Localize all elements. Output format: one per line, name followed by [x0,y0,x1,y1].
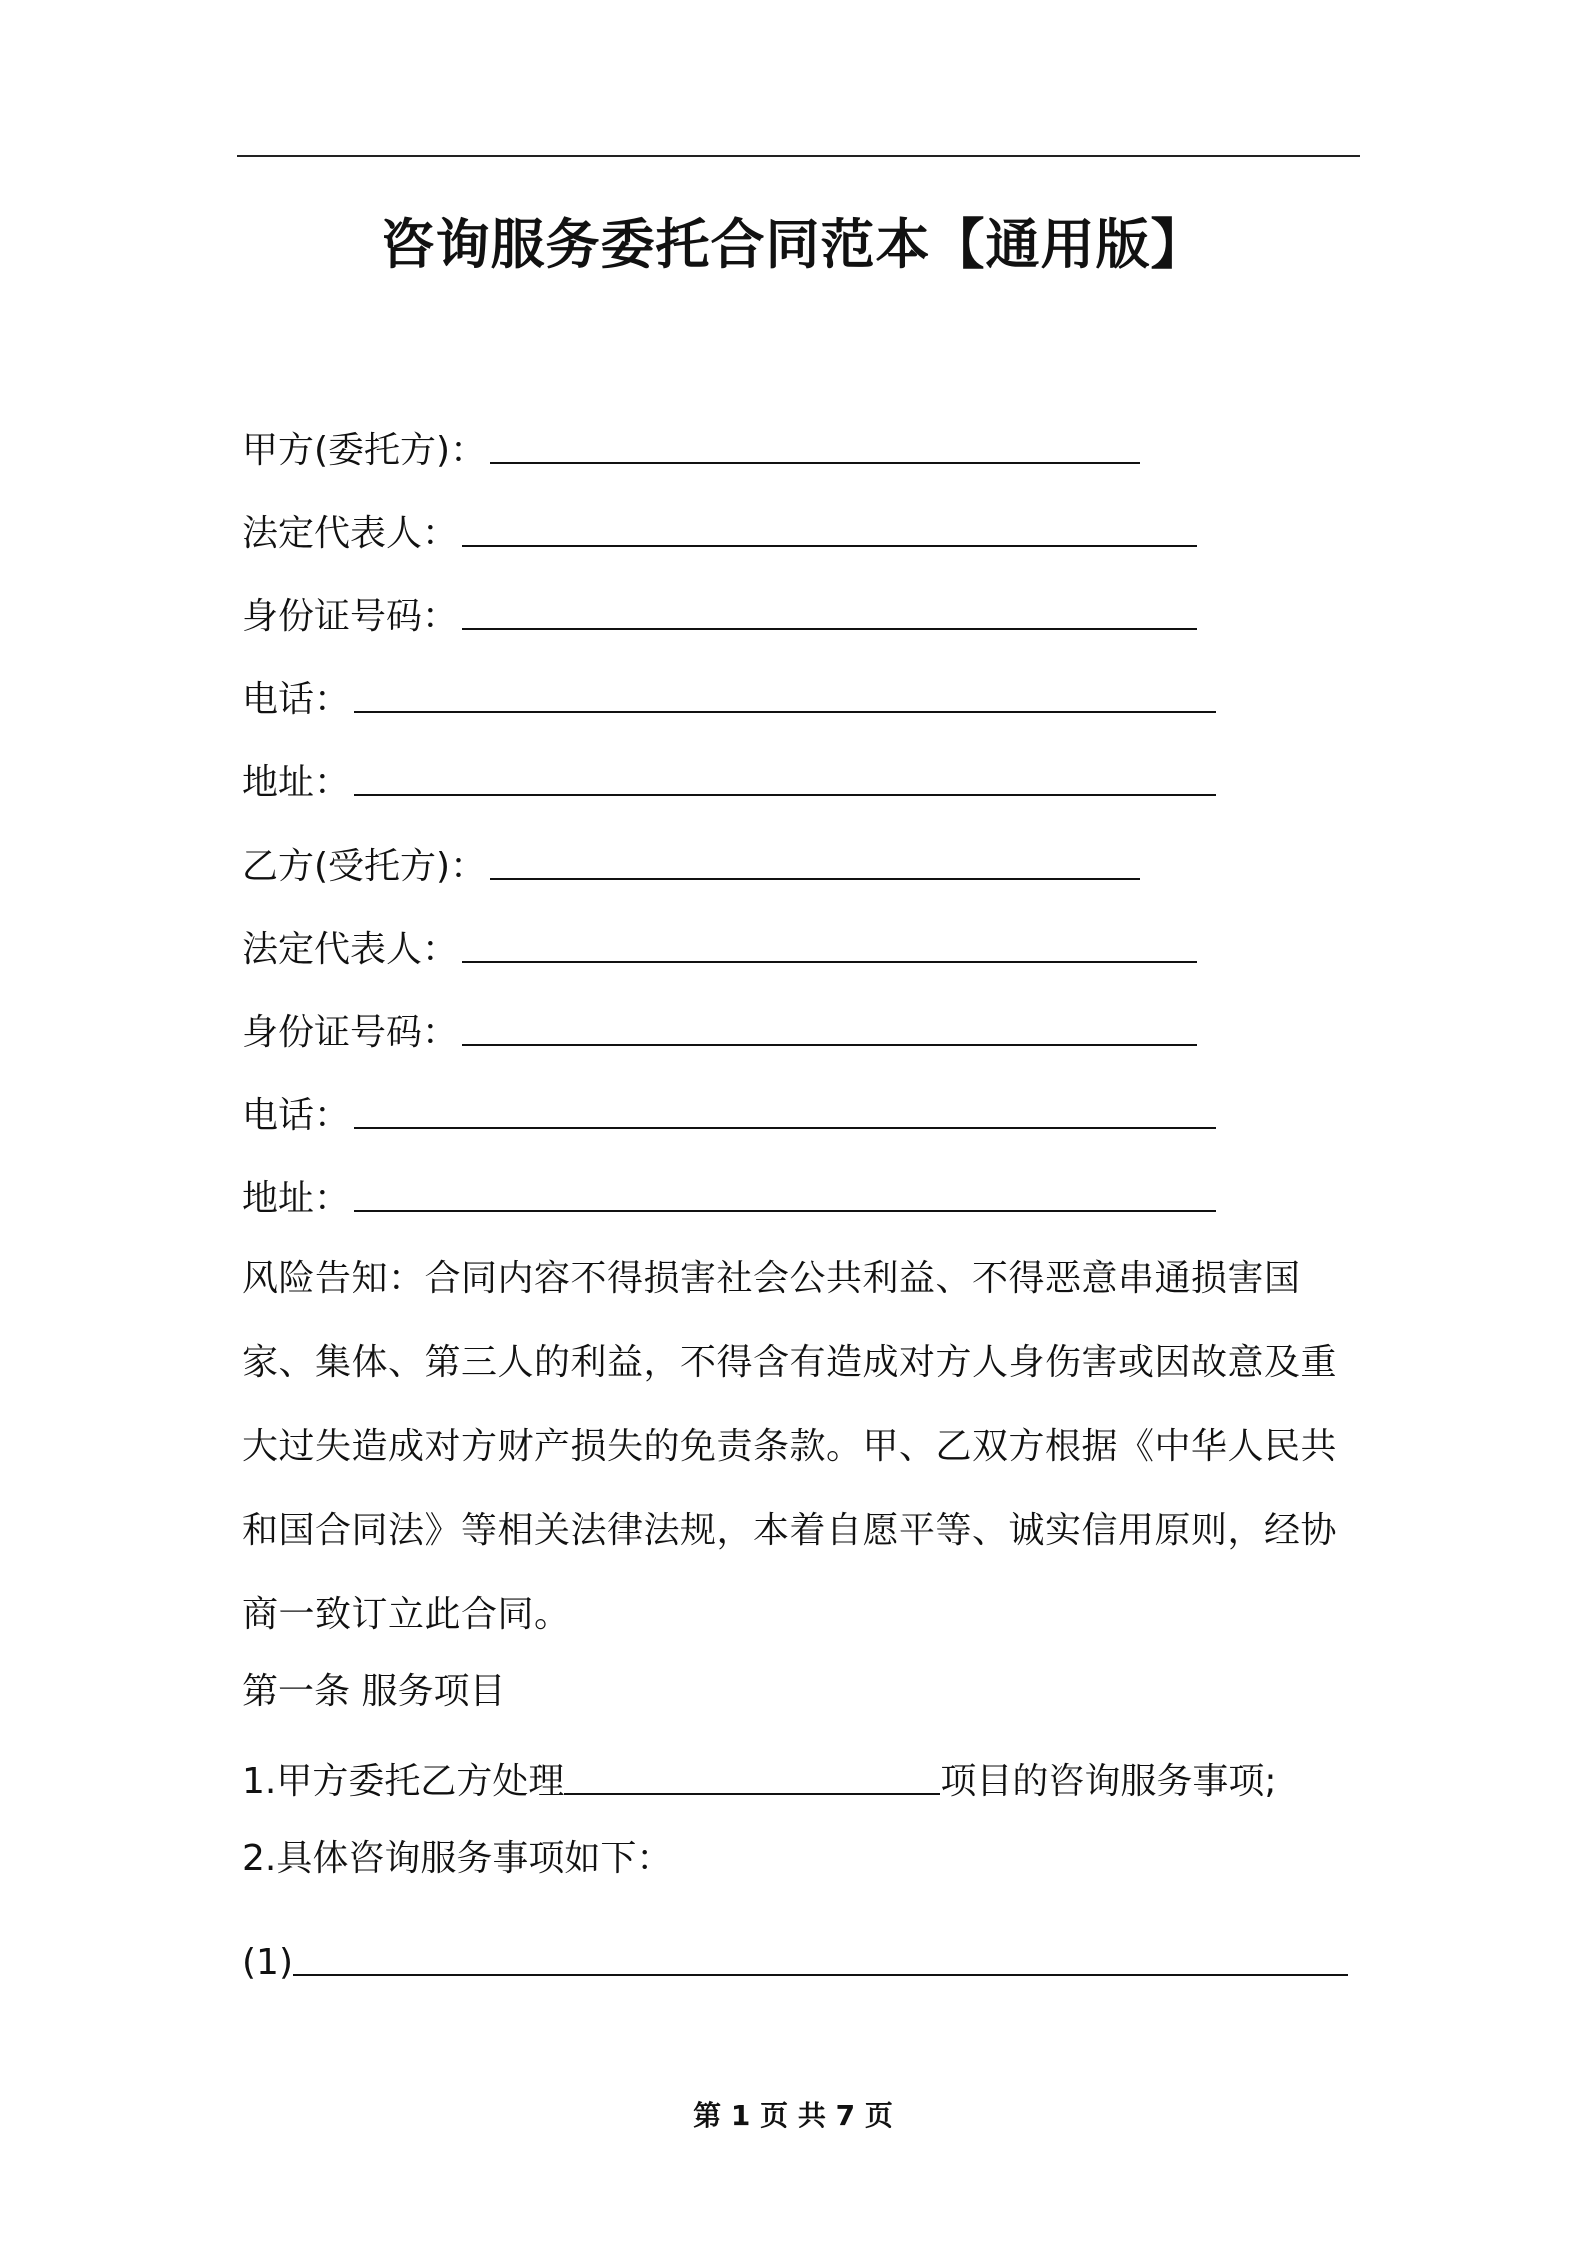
page-number-footer: 第 1 页 共 7 页 [693,2099,893,2132]
header-rule [237,155,1360,157]
party-a-address-line [242,752,1216,808]
risk-notice-paragraph: 风险告知：合同内容不得损害社会公共利益、不得恶意串通损害国家、集体、第三人的利益，不得含有造成对方人身伤害或因故意及重大过失造成对方财产损失的免责条款。甲、乙双方根据《中华人民共和国合同法》等相关法律法规，本着自愿平等、诚实信用原则，经协商一致订立此合同。 [242,1258,1338,1635]
party-b-address-blank[interactable] [354,1170,1216,1212]
party-b-legal-rep-blank[interactable] [462,921,1197,963]
party-a-legal-rep-blank[interactable] [462,505,1197,547]
item-1-prefix: 1.甲方委托乙方处理 [242,1761,565,1802]
party-b-legal-rep-line [242,919,1197,975]
article-1-heading: 第一条 服务项目 [242,1671,506,1712]
party-a-address-label: 地址： [242,762,351,803]
party-b-phone-line [242,1085,1216,1141]
item-2-line: 2.具体咨询服务事项如下： [242,1838,673,1879]
party-a-phone-line [242,669,1216,725]
party-a-phone-label: 电话： [242,679,351,720]
party-b-line [242,836,1140,892]
party-b-blank[interactable] [490,838,1140,880]
party-a-id-label: 身份证号码： [242,596,459,637]
party-b-phone-label: 电话： [242,1095,351,1136]
party-b-legal-rep-label: 法定代表人： [242,929,459,970]
party-a-id-line [242,586,1197,642]
party-b-id-label: 身份证号码： [242,1012,459,1053]
item-1-line [242,1751,1277,1807]
party-a-legal-rep-line [242,503,1197,559]
party-a-label: 甲方(委托方)： [242,430,487,471]
item-1-project-blank[interactable] [564,1753,940,1795]
party-b-id-line [242,1002,1197,1058]
document-title: 咨询服务委托合同范本【通用版】 [380,213,1206,276]
sub-item-1-prefix: (1) [242,1942,293,1983]
item-1-suffix: 项目的咨询服务事项; [940,1761,1277,1802]
party-a-id-blank[interactable] [462,588,1197,630]
party-a-address-blank[interactable] [354,754,1216,796]
party-b-address-label: 地址： [242,1178,351,1219]
sub-item-1-blank[interactable] [293,1934,1348,1976]
party-a-line [242,420,1140,476]
party-b-address-line [242,1168,1216,1224]
party-b-label: 乙方(受托方)： [242,846,487,887]
party-a-legal-rep-label: 法定代表人： [242,513,459,554]
party-a-phone-blank[interactable] [354,671,1216,713]
party-a-blank[interactable] [490,422,1140,464]
sub-item-1-line [242,1932,1348,1988]
party-b-id-blank[interactable] [462,1004,1197,1046]
party-b-phone-blank[interactable] [354,1087,1216,1129]
